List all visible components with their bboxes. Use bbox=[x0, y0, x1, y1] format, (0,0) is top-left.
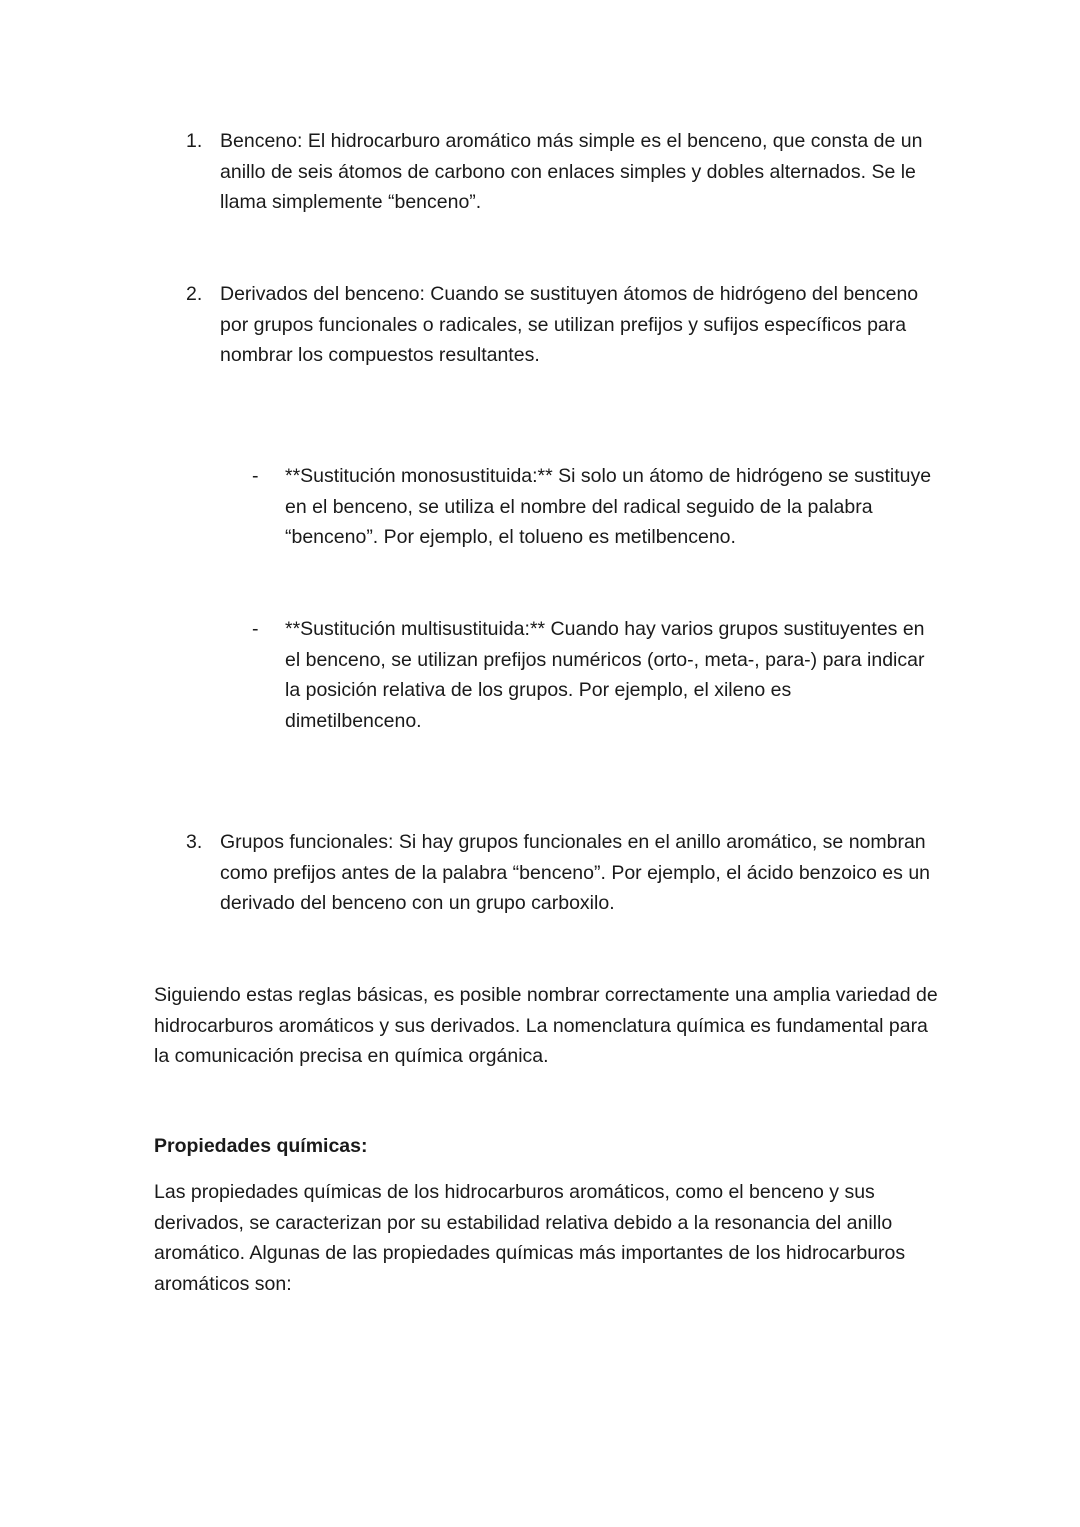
list-number: 2. bbox=[186, 283, 203, 305]
dash-bullet: - bbox=[252, 465, 259, 487]
list-item-grupos-funcionales bbox=[186, 827, 946, 919]
list-item-derivados bbox=[186, 279, 946, 371]
sub-item-text: **Sustitución multisustituida:** Cuando hay varios grupos sustituyentes en el benceno, se utilizan prefijos numéricos (orto-, meta-, para-) para indicar la posición relativa de los grupos. Por ejemplo, el xileno es dimetilbenceno. bbox=[285, 618, 925, 733]
list-item-text: Derivados del benceno: Cuando se sustituyen átomos de hidrógeno del benceno por grupos funcionales o radicales, se utilizan prefijos y sufijos específicos para nombrar los compuestos resultantes. bbox=[220, 283, 919, 367]
list-item-text: Grupos funcionales: Si hay grupos funcionales en el anillo aromático, se nombran como prefijos antes de la palabra “benceno”. Por ejemplo, el ácido benzoico es un derivado del benceno con un grupo carboxilo. bbox=[220, 831, 931, 915]
section-heading: Propiedades químicas: bbox=[154, 1135, 368, 1157]
list-item-benceno bbox=[186, 126, 946, 218]
dash-bullet: - bbox=[252, 618, 259, 640]
summary-paragraph: Siguiendo estas reglas básicas, es posible nombrar correctamente una amplia variedad de hidrocarburos aromáticos y sus derivados. La nomenclatura química es fundamental para la comunicación precisa en química orgánica. bbox=[154, 984, 938, 1068]
sub-item-monosustituida bbox=[252, 461, 932, 553]
sub-item-text: **Sustitución monosustituida:** Si solo un átomo de hidrógeno se sustituye en el benceno, se utiliza el nombre del radical seguido de la palabra “benceno”. Por ejemplo, el tolueno es metilbenceno. bbox=[285, 465, 932, 549]
sub-item-multisustituida bbox=[252, 614, 932, 737]
list-number: 3. bbox=[186, 831, 203, 853]
list-number: 1. bbox=[186, 130, 203, 152]
section-paragraph: Las propiedades químicas de los hidrocarburos aromáticos, como el benceno y sus derivados, se caracterizan por su estabilidad relativa debido a la resonancia del anillo aromático. Algunas de las propiedades químicas más importantes de los hidrocarburos aromáticos son: bbox=[154, 1181, 906, 1296]
list-item-text: Benceno: El hidrocarburo aromático más simple es el benceno, que consta de un anillo de seis átomos de carbono con enlaces simples y dobles alternados. Se le llama simplemente “benceno”. bbox=[220, 130, 923, 214]
